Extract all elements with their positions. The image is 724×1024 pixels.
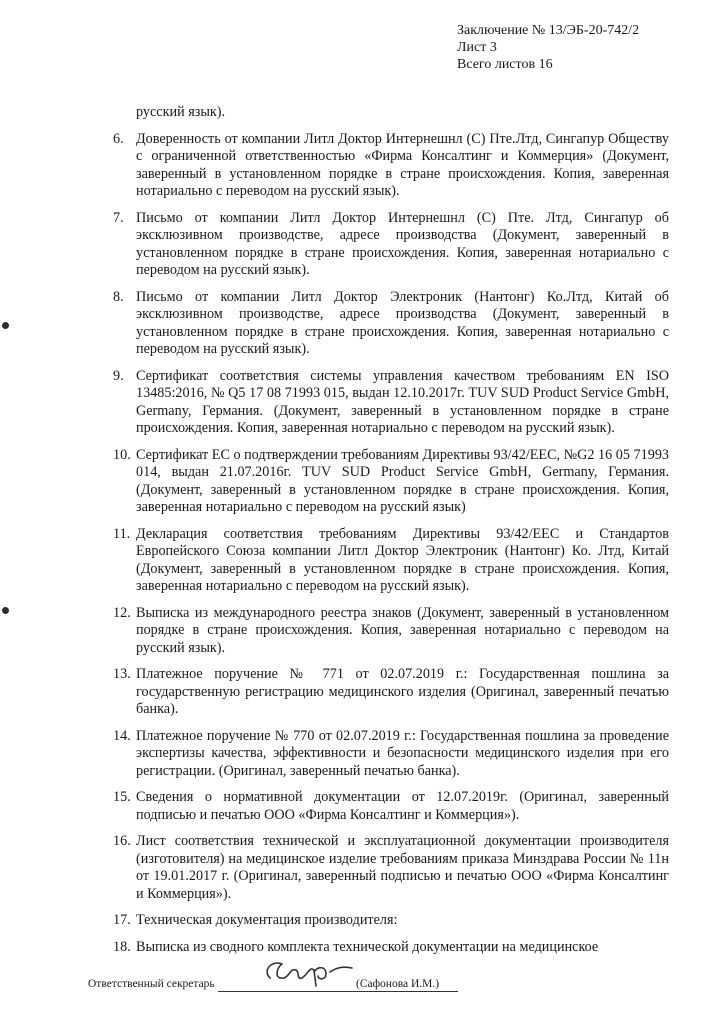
item-number: 9.: [113, 367, 124, 384]
list-item: [113, 728, 669, 781]
list-item: [113, 368, 669, 438]
item-text: Декларация соответствия требованиям Директивы 93/42/EEC и Стандартов Европейского Союза компании Литл Доктор Электроник (Нантонг) Ко. Лтд, Китай (Документ, заверенный в установленном порядке в стране происхождения. Копия, заверенная нотариально с переводом на русский язык).: [136, 525, 669, 594]
item-number: 8.: [113, 288, 124, 305]
list-item: [113, 605, 669, 658]
continuation-text: русский язык).: [136, 104, 226, 120]
list-item: [113, 666, 669, 719]
item-text: Платежное поручение № 770 от 02.07.2019 г.: Государственная пошлина за проведение экспертизы качества, эффективности и безопасности медицинского изделия при его регистрации. (Оригинал, заверенный печатью банка).: [136, 727, 669, 779]
document-list: [113, 104, 669, 965]
list-item: [113, 939, 669, 957]
item-number: 13.: [113, 666, 131, 682]
item-number: 12.: [113, 604, 131, 621]
item-number: 11.: [113, 525, 131, 542]
item-text: Платежное поручение № 771 от 02.07.2019 г.: Государственная пошлина за государственную регистрацию медицинского изделия (Оригинал, заверенный печатью банка).: [136, 666, 669, 717]
item-number: 18.: [113, 938, 131, 955]
item-text: Техническая документация производителя:: [136, 912, 398, 928]
item-text: Выписка из сводного комплекта технической документации на медицинское: [136, 938, 599, 955]
signature-block: [88, 962, 688, 1002]
list-item: [113, 912, 669, 930]
conclusion-number: Заключение № 13/ЭБ-20-742/2: [457, 23, 640, 38]
handwritten-signature: [256, 954, 366, 994]
list-items: [113, 131, 669, 957]
list-item: [113, 131, 669, 201]
item-text: Лист соответствия технической и эксплуатационной документации производителя (изготовителя) на медицинское изделие требованиям приказа Минздрава России № 11н от 19.01.2017 г. (Оригинал, заверенный подписью и печатью ООО «Фирма Консалтинг и Коммерция»).: [136, 833, 669, 902]
item-text: Письмо от компании Литл Доктор Электроник (Нантонг) Ко.Лтд, Китай об эксклюзивном производстве, адресе производства (Документ, заверенный в установленном порядке в стране происхождения. Копия, заверенная нотариально с переводом на русский язык).: [136, 288, 669, 357]
binding-hole: [2, 607, 9, 614]
item-number: 15.: [113, 789, 131, 805]
item-number: 10.: [113, 446, 131, 463]
item-text: Письмо от компании Литл Доктор Интернешнл (С) Пте. Лтд, Сингапур об эксклюзивном производстве, адресе производства (Документ, заверенный в установленном порядке в стране происхождения. Копия, заверенная нотариально с переводом на русский язык).: [136, 209, 669, 278]
list-item: [113, 526, 669, 596]
list-item: [113, 210, 669, 280]
secretary-label: Ответственный секретарь: [88, 978, 215, 990]
list-item: [113, 447, 669, 517]
list-item: [113, 833, 669, 903]
binding-hole: [2, 322, 9, 329]
item-text: Сведения о нормативной документации от 12.07.2019г. (Оригинал, заверенный подписью и печатью ООО «Фирма Консалтинг и Коммерция»).: [136, 789, 669, 823]
item-number: 7.: [113, 209, 124, 226]
item-text: Выписка из международного реестра знаков (Документ, заверенный в установленном порядке в стране происхождения. Копия, заверенная нотариально с переводом на русский язык).: [136, 604, 669, 656]
item-text: Доверенность от компании Литл Доктор Интернешнл (С) Пте.Лтд, Сингапур Обществу с ограниченной ответственностью «Фирма Консалтинг и Коммерция» (Документ, заверенный в установленном порядке в стране происхождения. Копия, заверенная нотариально с переводом на русский язык).: [136, 130, 669, 199]
sheet-number: Лист 3: [457, 40, 497, 55]
binding-holes: [2, 0, 12, 1024]
list-item: [113, 789, 669, 824]
item-number: 17.: [113, 912, 131, 928]
total-sheets: Всего листов 16: [457, 57, 553, 72]
secretary-name: (Сафонова И.М.): [356, 978, 440, 990]
page-header: [457, 22, 639, 73]
item-number: 14.: [113, 727, 131, 744]
item-number: 16.: [113, 833, 131, 849]
list-item: [113, 289, 669, 359]
item-number: 6.: [113, 130, 124, 147]
item-text: Сертификат ЕС о подтверждении требованиям Директивы 93/42/EEC, №G2 16 05 71993 014, выдан 21.07.2016г. TUV SUD Product Service GmbH, Germany, Германия. (Документ, заверенный в установленном порядке в стране происхождения. Копия, заверенная нотариально с переводом на русский язык): [136, 446, 669, 515]
item-text: Сертификат соответствия системы управления качеством требованиям EN ISO 13485:2016, № Q5 17 08 71993 015, выдан 12.10.2017г. TUV SUD Product Service GmbH, Germany, Германия. (Документ, заверенный в установленном порядке в стране происхождения. Копия, заверенная нотариально с переводом на русский язык).: [136, 367, 669, 436]
